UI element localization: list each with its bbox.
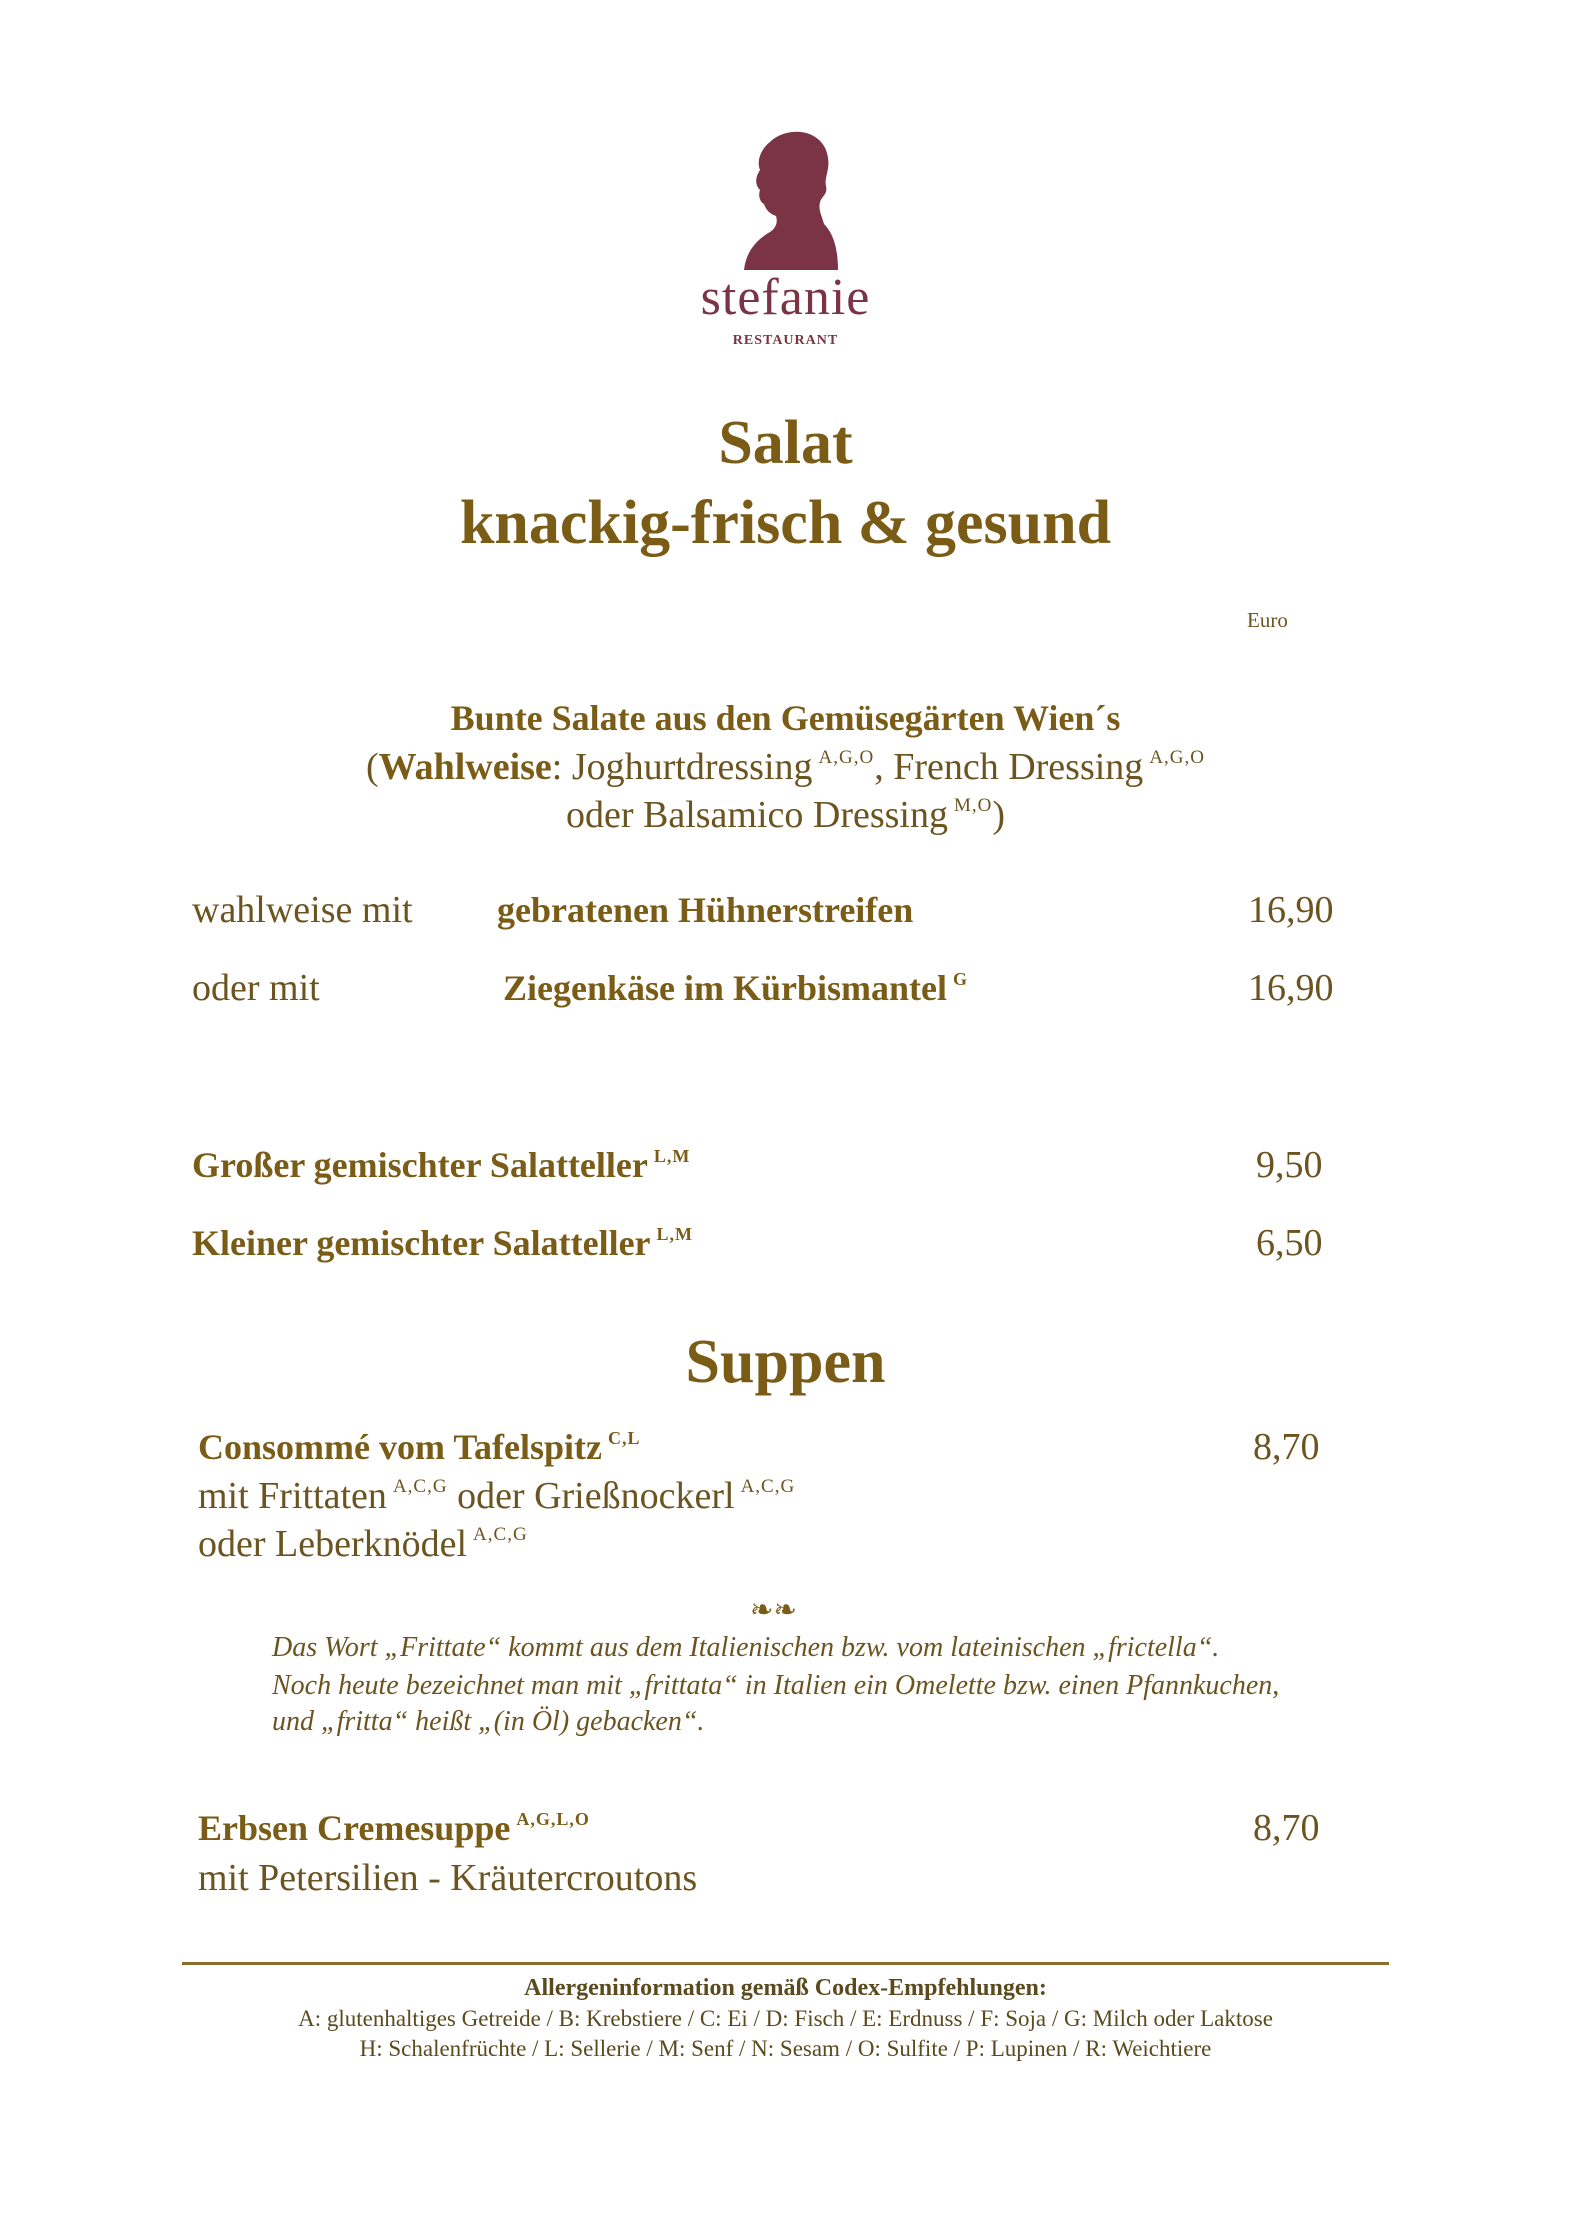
allergen-title: Allergeninformation gemäß Codex-Empfehlungen: [524, 1975, 1047, 2001]
menu-item-description: mit Frittaten $^{A,C,G}$ oder Grießnockerl $^{A,C,G}$ [198, 1475, 796, 1517]
menu-item-description: mit Petersilien - Kräutercroutons [198, 1857, 698, 1899]
footer-divider [182, 1962, 1389, 1965]
menu-item-dish: Erbsen Cremesuppe $^{A,G,L,O}$ [198, 1808, 590, 1848]
soups-heading: Suppen [685, 1328, 886, 1396]
dressing-french: French Dressing [893, 746, 1144, 788]
menu-item-dish: Consommé vom Tafelspitz $^{C,L}$ [198, 1427, 641, 1467]
note-line: und „fritta“ heißt „(in Öl) gebacken“. [272, 1706, 705, 1737]
dressing-options-line1: (Wahlweise: Joghurtdressing $^{A,G,O}$, French Dressing $^{A,G,O}$ [366, 746, 1205, 788]
dressing-balsamico: Balsamico Dressing [642, 794, 948, 836]
allergen-list-line2: H: Schalenfrüchte / L: Sellerie / M: Senf / N: Sesam / O: Sulfite / P: Lupinen / R: Weichtiere [359, 2036, 1212, 2061]
brand-name: stefanie [700, 269, 871, 326]
dressing-joghurt: Joghurtdressing [571, 746, 813, 788]
allergen-list-line1: A: glutenhaltiges Getreide / B: Krebstiere / C: Ei / D: Fisch / E: Erdnuss / F: Soja / G: Milch oder Laktose [298, 2006, 1273, 2031]
variant-label: wahlweise mit [192, 889, 413, 931]
brand-subtitle: RESTAURANT [732, 333, 839, 348]
variant-label: oder mit [192, 967, 320, 1009]
page-subtitle: knackig-frisch & gesund [459, 489, 1112, 557]
currency-label: Euro [1247, 608, 1288, 632]
menu-item-dish: Kleiner gemischter Salatteller $^{L,M}$ [192, 1223, 694, 1263]
choice-label: Wahlweise [378, 746, 552, 788]
note-line: Noch heute bezeichnet man mit „frittata“ in Italien ein Omelette bzw. einen Pfannkuchen, [272, 1670, 1280, 1701]
dressing-options-line2: oder Balsamico Dressing $^{M,O}$) [565, 794, 1006, 836]
menu-item-description: oder Leberknödel $^{A,C,G}$ [198, 1523, 528, 1565]
menu-item-price: 8,70 [1253, 1807, 1320, 1849]
note-line: Das Wort „Frittate“ kommt aus dem Italienischen bzw. vom lateinischen „frictella“. [272, 1632, 1220, 1663]
variant-price: 16,90 [1248, 967, 1334, 1009]
menu-item-dish: Großer gemischter Salatteller $^{L,M}$ [192, 1145, 691, 1185]
variant-price: 16,90 [1248, 889, 1334, 931]
ornament-icon: ❧❧ [750, 1595, 797, 1626]
variant-dish: gebratenen Hühnerstreifen [497, 890, 914, 930]
logo-silhouette-icon [740, 130, 840, 275]
menu-item-price: 8,70 [1253, 1426, 1320, 1468]
salad-heading: Bunte Salate aus den Gemüsegärten Wien´s [450, 698, 1121, 738]
menu-item-price: 9,50 [1256, 1144, 1323, 1186]
page-title: Salat [718, 409, 853, 477]
variant-dish: Ziegenkäse im Kürbismantel $^G$ [503, 968, 969, 1008]
menu-item-price: 6,50 [1256, 1222, 1323, 1264]
